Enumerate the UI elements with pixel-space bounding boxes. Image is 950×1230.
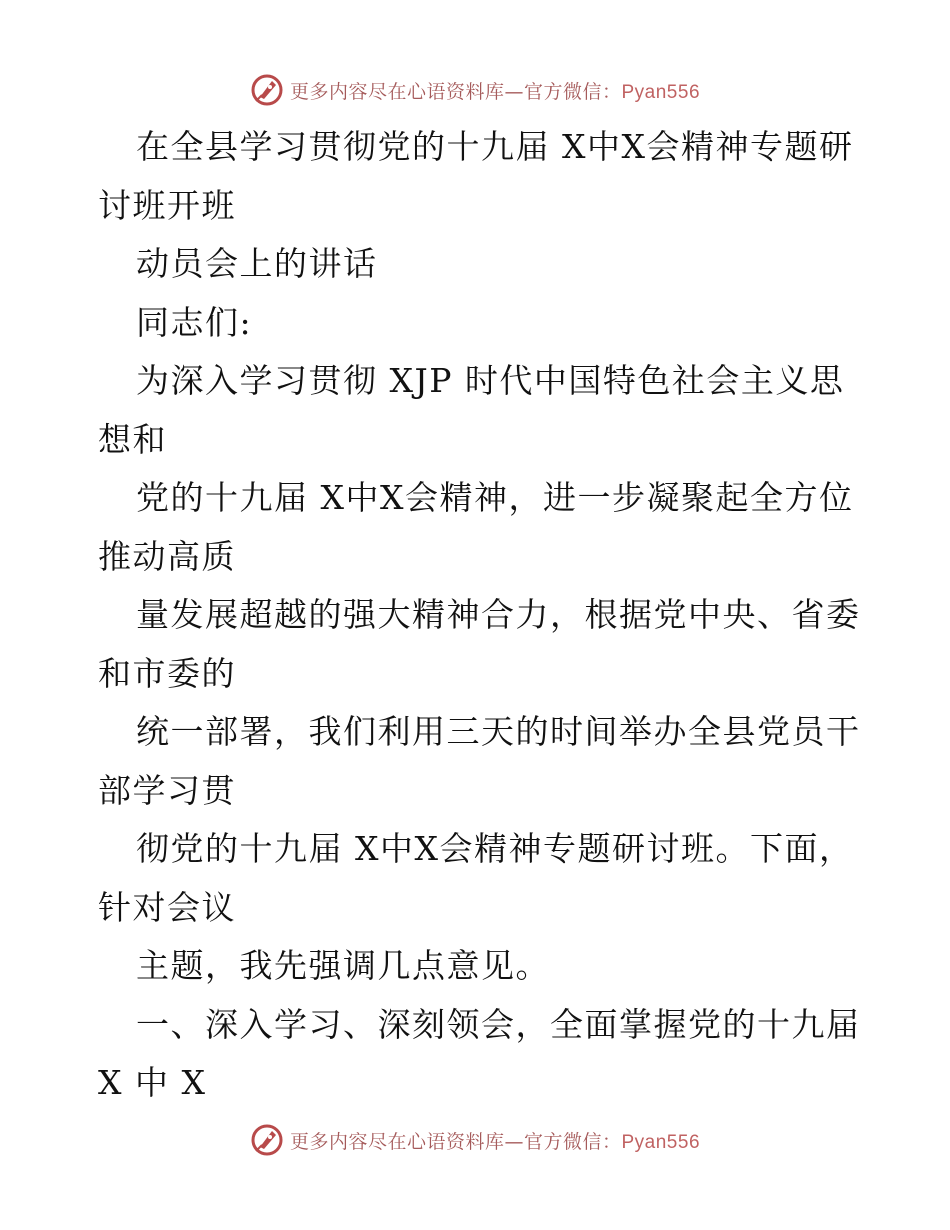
pen-nib-logo-icon xyxy=(250,73,284,107)
doc-line: 一、深入学习、深刻领会，全面掌握党的十九届 xyxy=(136,1004,861,1044)
footer-watermark-banner xyxy=(0,1120,950,1160)
doc-line: X 中 X xyxy=(98,1063,207,1102)
doc-line: 为深入学习贯彻 XJP 时代中国特色社会主义思 xyxy=(136,361,845,400)
doc-line: 党的十九届 X中X会精神，进一步凝聚起全方位 xyxy=(136,478,854,517)
doc-line: 动员会上的讲话 xyxy=(136,244,378,283)
watermark-separator: — xyxy=(504,1130,524,1153)
watermark-wechat-label: 官方微信： xyxy=(523,1130,622,1153)
pen-nib-logo-icon xyxy=(250,1123,284,1157)
doc-line: 推动高质 xyxy=(98,536,236,576)
doc-line: 想和 xyxy=(98,419,167,459)
document-body xyxy=(98,118,861,1113)
doc-line: 彻党的十九届 X中X会精神专题研讨班。下面， xyxy=(136,829,854,868)
doc-line: 和市委的 xyxy=(98,653,236,693)
watermark-separator: — xyxy=(504,80,524,103)
doc-line: 讨班开班 xyxy=(98,185,236,225)
doc-line: 在全县学习贯彻党的十九届 X中X会精神专题研 xyxy=(136,127,854,166)
watermark-wechat-id: Pyan556 xyxy=(621,1131,701,1153)
watermark-wechat-label: 官方微信： xyxy=(523,80,622,103)
doc-line: 同志们: xyxy=(136,302,253,342)
watermark-text xyxy=(290,77,700,104)
doc-line: 量发展超越的强大精神合力，根据党中央、省委 xyxy=(136,595,861,634)
doc-line: 针对会议 xyxy=(98,887,236,927)
doc-line: 部学习贯 xyxy=(98,770,236,810)
doc-line: 主题，我先强调几点意见。 xyxy=(136,946,550,985)
watermark-brand: 更多内容尽在心语资料库 xyxy=(289,80,505,103)
header-watermark-banner xyxy=(0,70,950,110)
watermark-wechat-id: Pyan556 xyxy=(621,81,701,103)
watermark-brand: 更多内容尽在心语资料库 xyxy=(289,1130,505,1153)
watermark-text xyxy=(290,1127,700,1154)
doc-line: 统一部署，我们利用三天的时间举办全县党员干 xyxy=(136,712,861,751)
